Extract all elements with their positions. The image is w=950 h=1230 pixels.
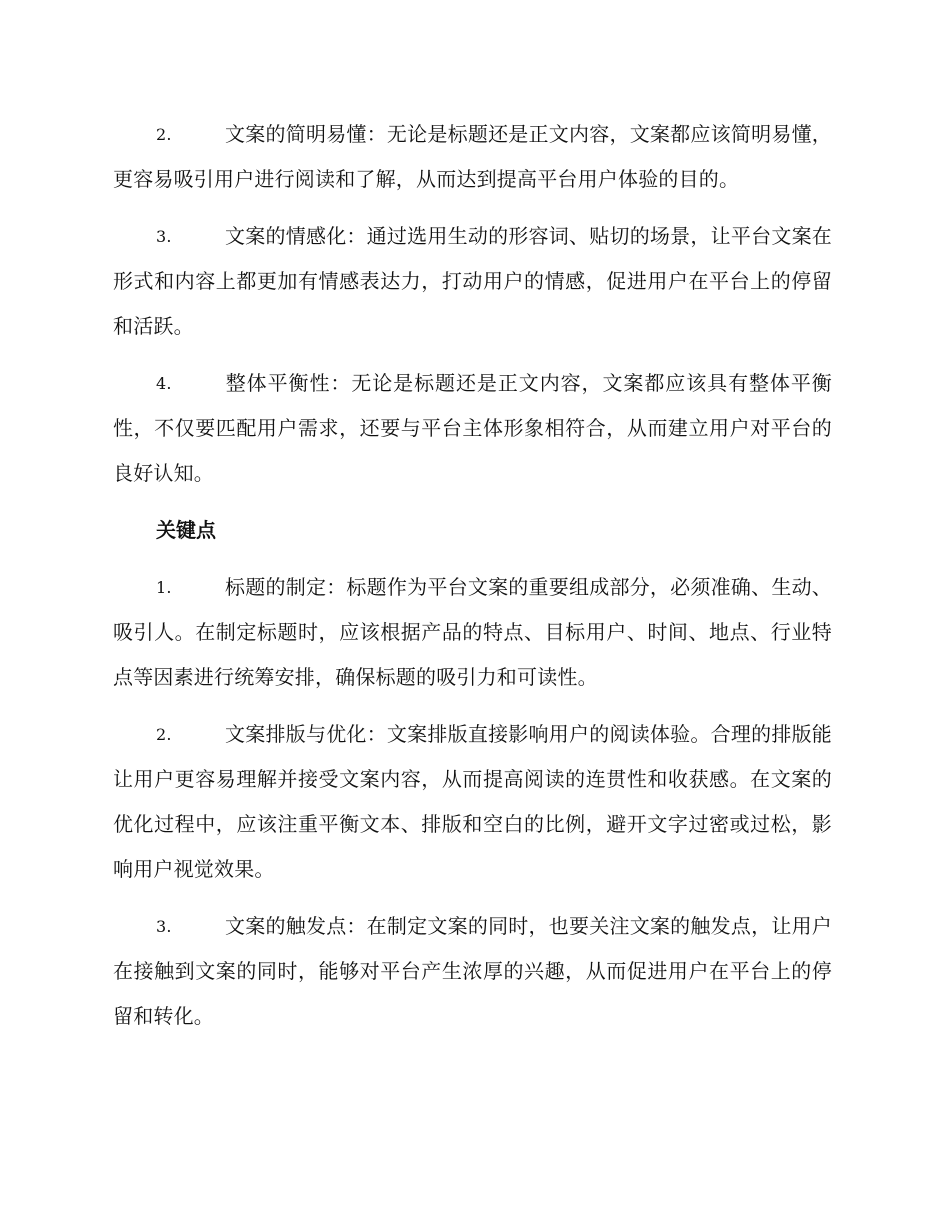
list-item-text: 整体平衡性：无论是标题还是正文内容，文案都应该具有整体平衡性，不仅要匹配用户需求，还要与平台主体形象相符合，从而建立用户对平台的良好认知。 <box>113 371 832 485</box>
list-item-number: 2. <box>156 125 172 144</box>
list-item-text: 文案的简明易懂：无论是标题还是正文内容，文案都应该简明易懂，更容易吸引用户进行阅读和了解，从而达到提高平台用户体验的目的。 <box>113 122 832 191</box>
list-item <box>113 904 832 1039</box>
list-item <box>113 565 832 700</box>
list-item-text: 文案的触发点：在制定文案的同时，也要关注文案的触发点，让用户在接触到文案的同时，能够对平台产生浓厚的兴趣，从而促进用户在平台上的停留和转化。 <box>113 914 832 1028</box>
list-item <box>113 361 832 496</box>
list-item-number: 4. <box>156 374 172 393</box>
list-item-number: 2. <box>156 725 172 744</box>
list-item-text: 文案的情感化：通过选用生动的形容词、贴切的场景，让平台文案在形式和内容上都更加有情感表达力，打动用户的情感，促进用户在平台上的停留和活跃。 <box>113 224 832 338</box>
section-heading: 关键点 <box>156 518 216 542</box>
list-item <box>113 214 832 349</box>
list-item-text: 标题的制定：标题作为平台文案的重要组成部分，必须准确、生动、吸引人。在制定标题时，应该根据产品的特点、目标用户、时间、地点、行业特点等因素进行统筹安排，确保标题的吸引力和可读性。 <box>113 575 832 689</box>
list-item-number: 1. <box>156 578 172 597</box>
list-item-text: 文案排版与优化：文案排版直接影响用户的阅读体验。合理的排版能让用户更容易理解并接受文案内容，从而提高阅读的连贯性和收获感。在文案的优化过程中，应该注重平衡文本、排版和空白的比例，避开文字过密或过松，影响用户视觉效果。 <box>113 722 832 881</box>
list-item <box>113 112 832 202</box>
list-item-number: 3. <box>156 917 172 936</box>
list-item-number: 3. <box>156 227 172 246</box>
list-item <box>113 712 832 892</box>
